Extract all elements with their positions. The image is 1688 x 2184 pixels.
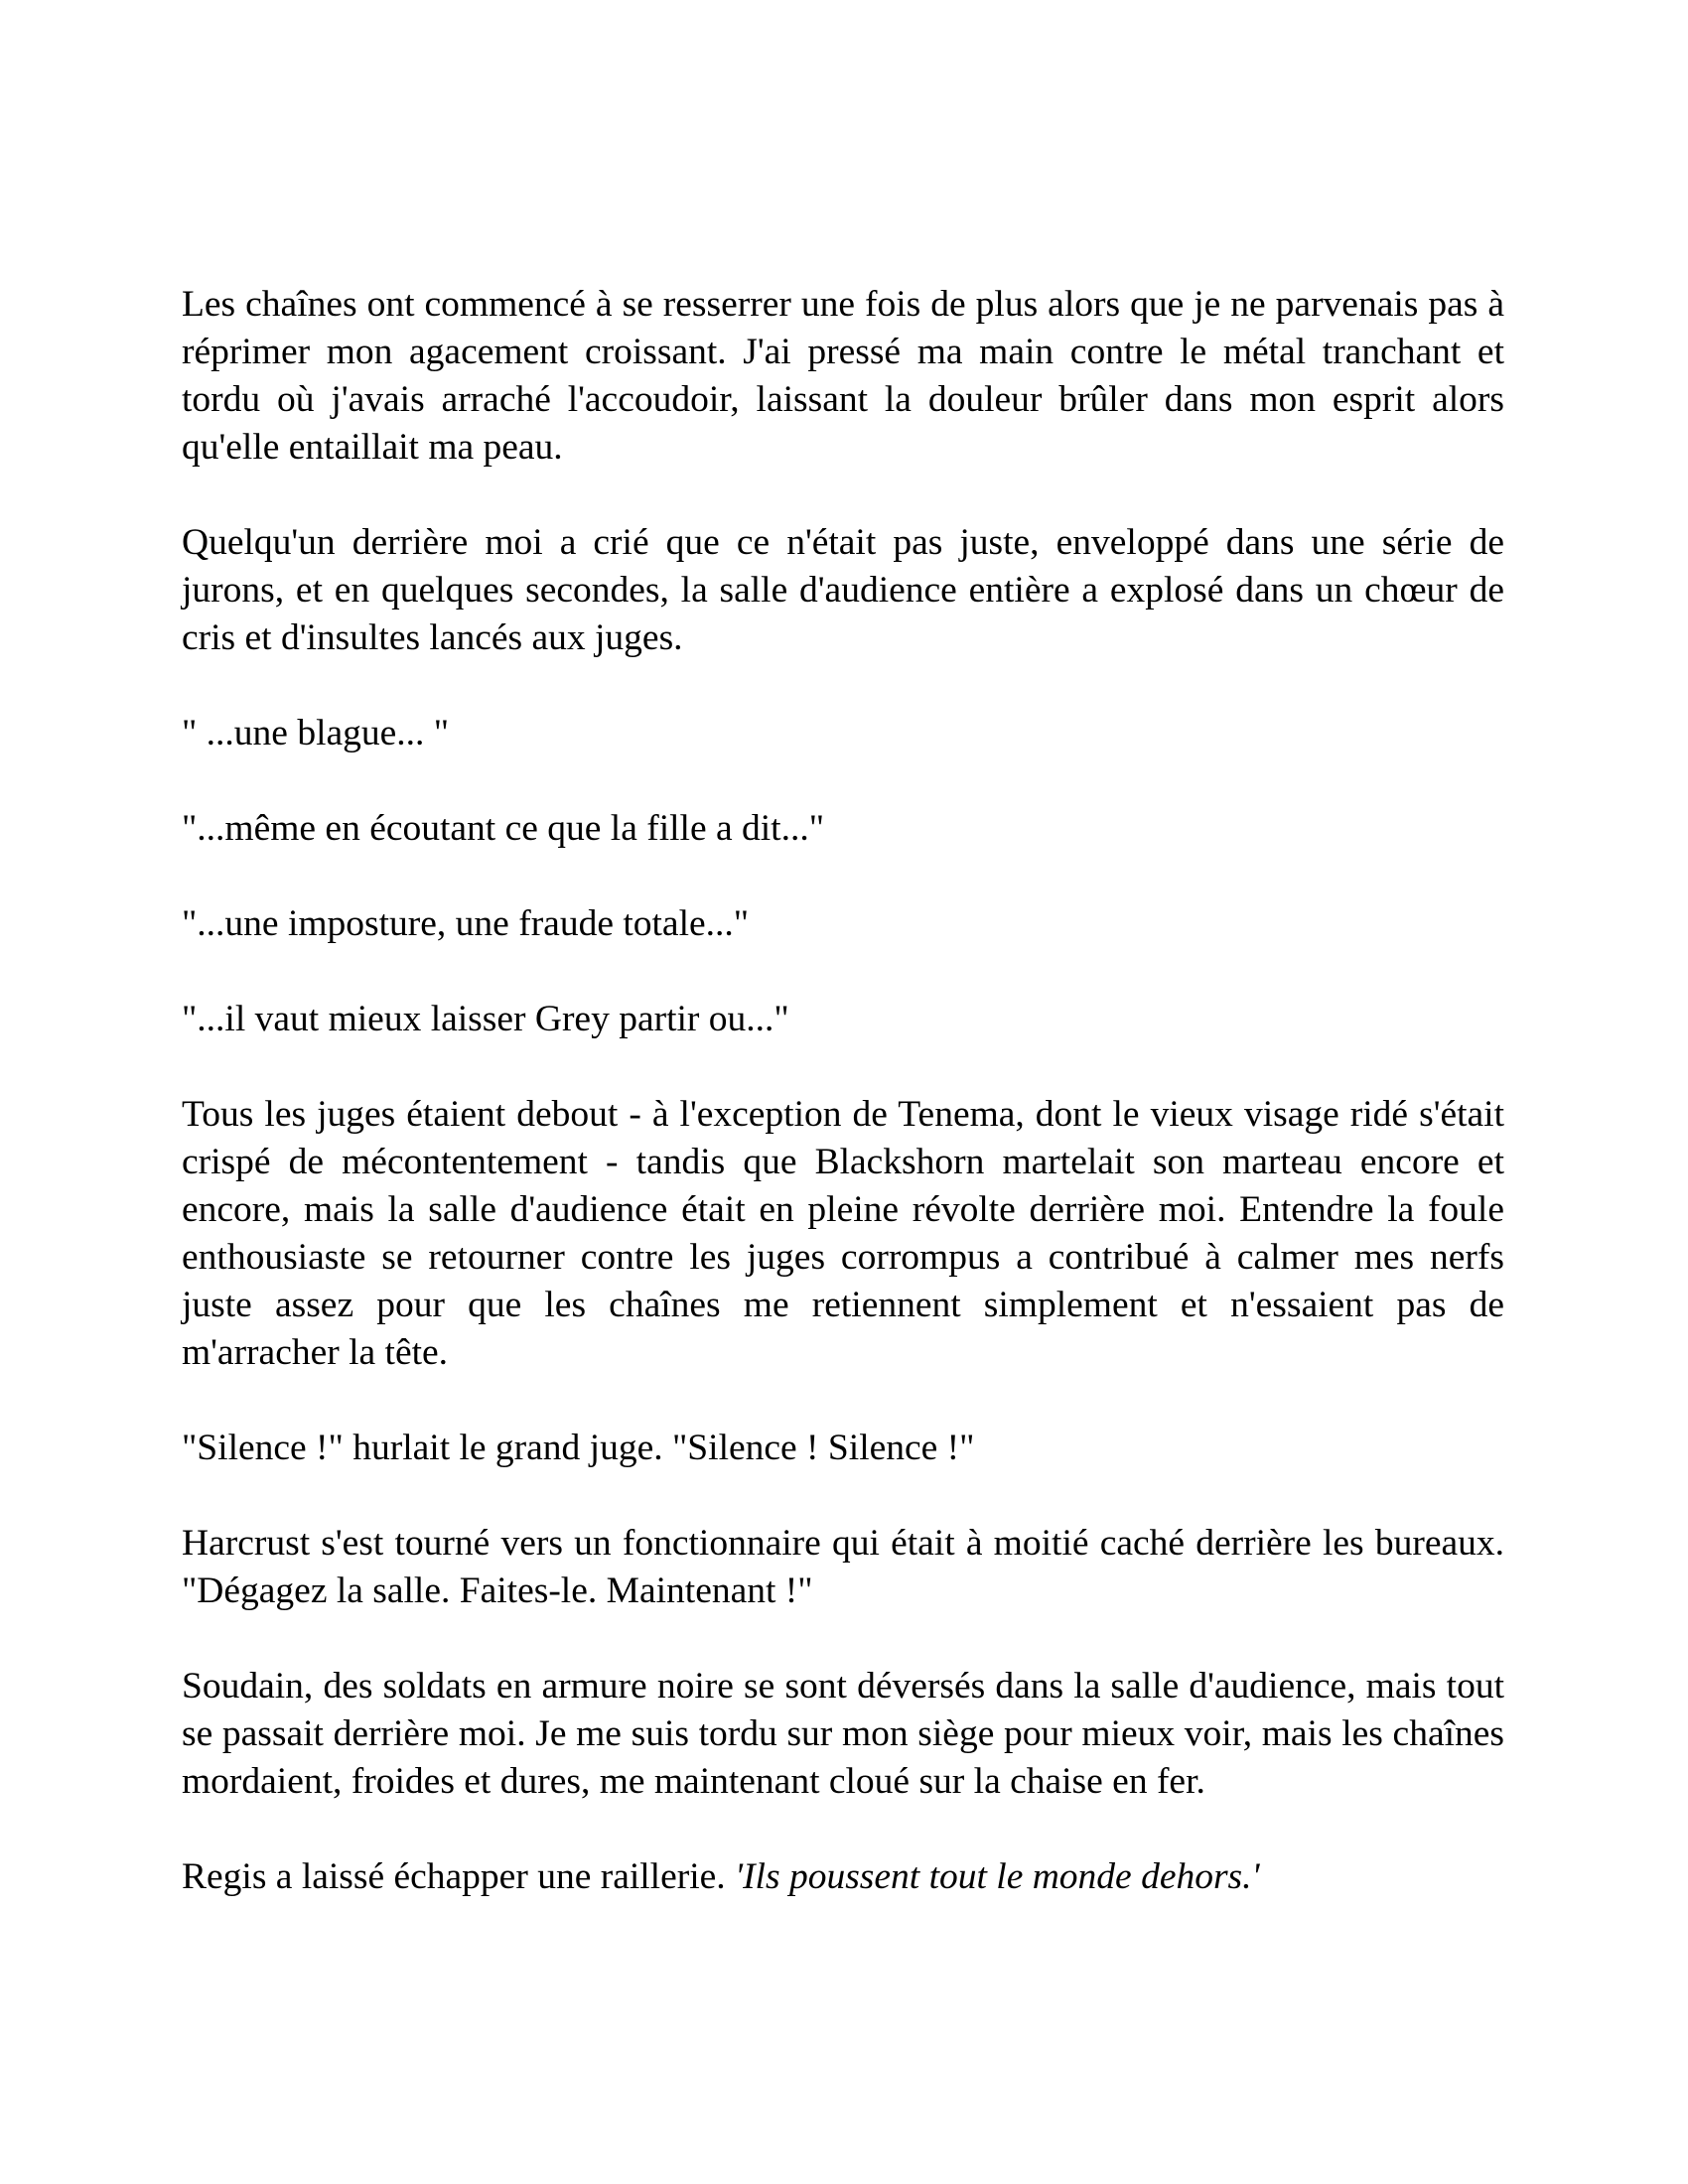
regis-thought-italic: 'Ils poussent tout le monde dehors.' (735, 1856, 1260, 1897)
paragraph-regis-sneer (182, 1853, 1504, 1901)
paragraph-judges-standing: Tous les juges étaient debout - à l'exception de Tenema, dont le vieux visage ridé s'était crispé de mécontentement - tandis que Blackshorn martelait son marteau encore et encore, mais la salle d'audience était en pleine révolte derrière moi. Entendre la foule enthousiaste se retourner contre les juges corrompus a contribué à calmer mes nerfs juste assez pour que les chaînes me retiennent simplement et n'essaient pas de m'arracher la tête. (182, 1094, 1504, 1373)
document-page (182, 281, 1504, 1901)
paragraph-crowd-shouts: Quelqu'un derrière moi a crié que ce n'était pas juste, enveloppé dans une série de jurons, et en quelques secondes, la salle d'audience entière a explosé dans un chœur de cris et d'insultes lancés aux juges. (182, 522, 1504, 658)
paragraph-harcrust-orders: Harcrust s'est tourné vers un fonctionnaire qui était à moitié caché derrière les bureaux. "Dégagez la salle. Faites-le. Maintenant !" (182, 1523, 1504, 1611)
quote-une-imposture: "...une imposture, une fraude totale..." (182, 903, 750, 944)
regis-sneer-text: Regis a laissé échapper une raillerie. (182, 1856, 726, 1897)
quote-meme-en-ecoutant: "...même en écoutant ce que la fille a dit..." (182, 808, 825, 849)
paragraph-soldiers-arrive: Soudain, des soldats en armure noire se sont déversés dans la salle d'audience, mais tout se passait derrière moi. Je me suis tordu sur mon siège pour mieux voir, mais les chaînes mordaient, froides et dures, me maintenant cloué sur la chaise en fer. (182, 1666, 1504, 1802)
quote-une-blague: " ...une blague... " (182, 713, 450, 753)
paragraph-chains-tighten: Les chaînes ont commencé à se resserrer une fois de plus alors que je ne parvenais pas à réprimer mon agacement croissant. J'ai pressé ma main contre le métal tranchant et tordu où j'avais arraché l'accoudoir, laissant la douleur brûler dans mon esprit alors qu'elle entaillait ma peau. (182, 284, 1504, 468)
paragraph-silence: "Silence !" hurlait le grand juge. "Silence ! Silence !" (182, 1428, 975, 1468)
quote-laisser-grey-partir: "...il vaut mieux laisser Grey partir ou..." (182, 999, 789, 1039)
